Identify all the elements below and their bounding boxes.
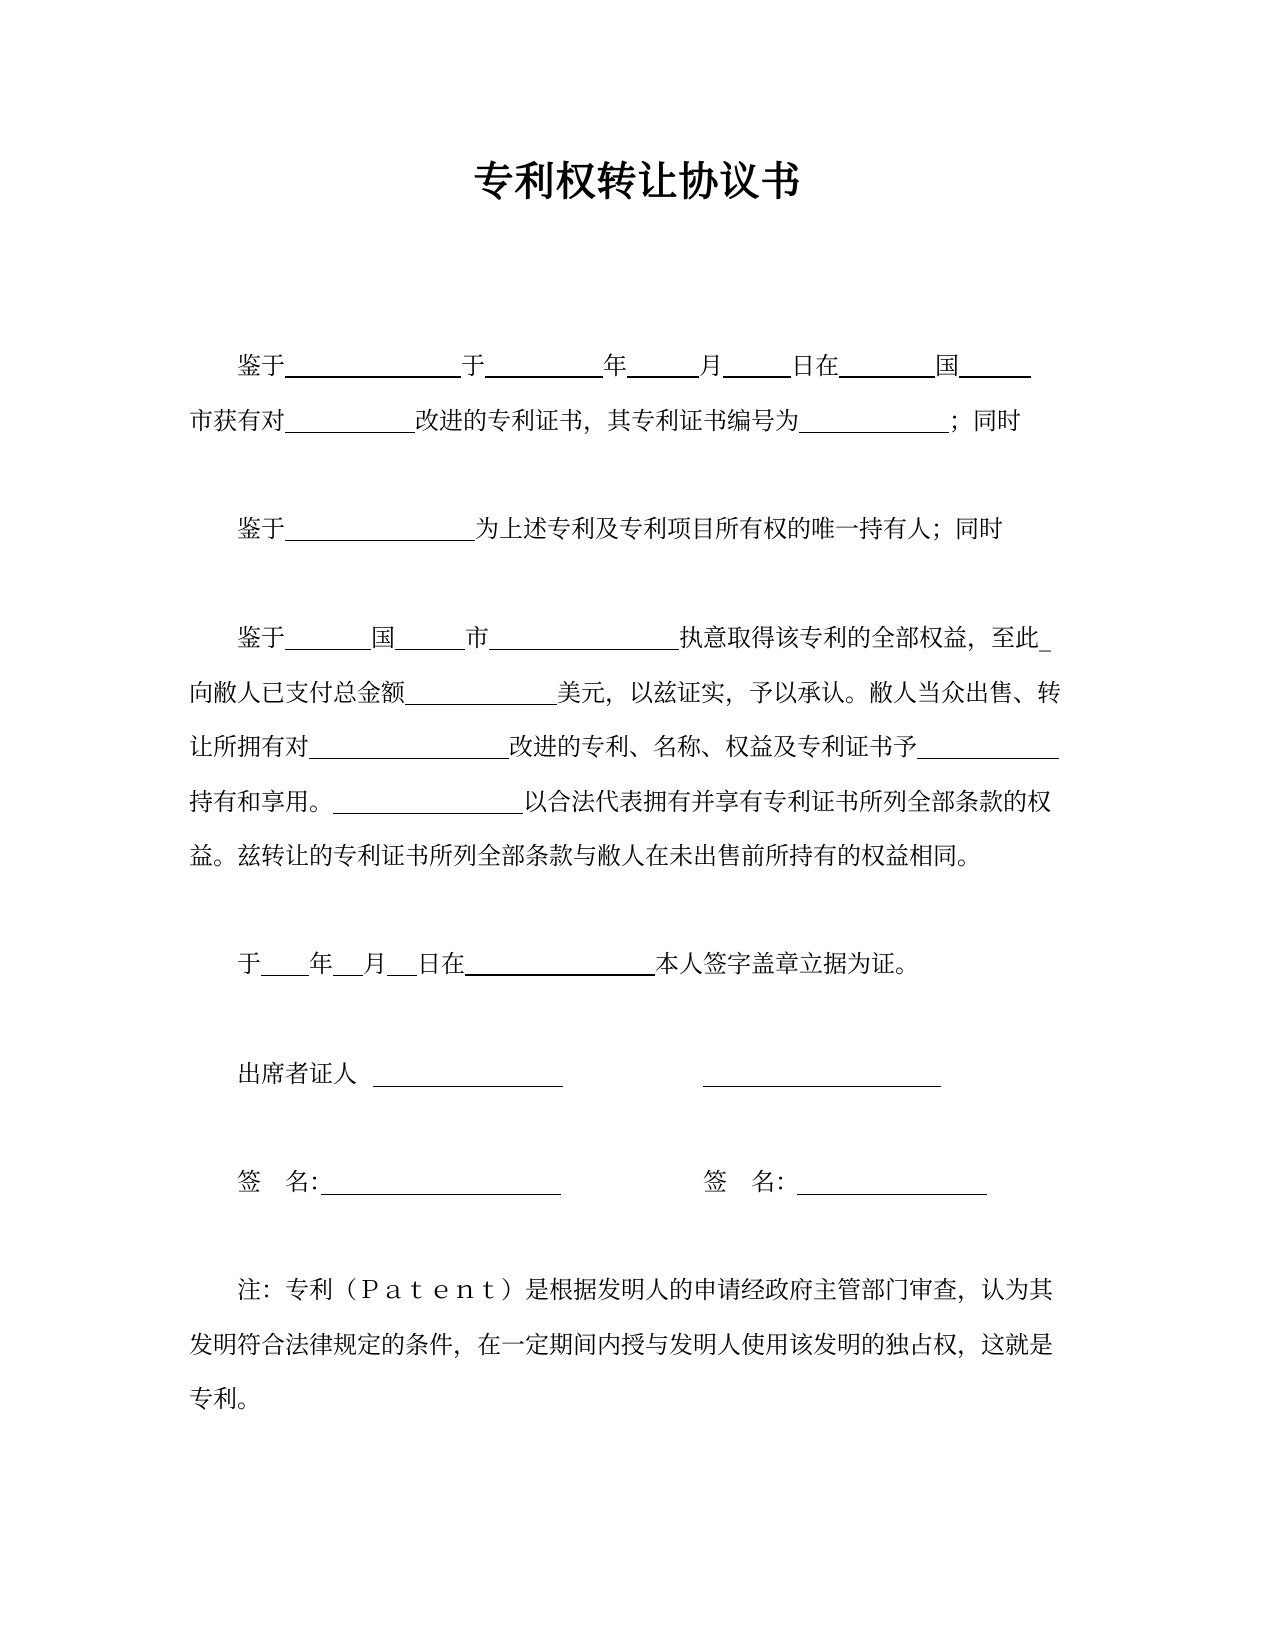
blank-sign-place[interactable] [465,950,655,976]
blank-sign-day[interactable] [387,951,417,976]
blank-assignee-2[interactable] [333,789,523,814]
text: 鉴于 [237,352,285,380]
blank-buyer-city[interactable] [395,625,465,650]
text: 美元，以兹证实，予以承认。敝人当众出售、转 [557,679,1061,707]
text: 国 [371,624,395,652]
text: ；同时 [949,407,1021,435]
blank-holder[interactable] [285,352,461,378]
text: 日在 [791,352,839,380]
text: 市 [465,624,489,652]
text: 市获有对 [189,407,285,435]
witness-blank-right[interactable] [703,1062,941,1087]
text: 执意取得该专利的全部权益，至此_ [679,624,1051,652]
text: 让所拥有对 [189,733,309,761]
blank-buyer-country[interactable] [285,625,371,650]
text: 年 [603,352,627,380]
text: 改进的专利证书，其专利证书编号为 [415,407,799,435]
blank-city[interactable] [959,352,1031,378]
signature-blank-left[interactable] [321,1170,561,1195]
text: 持有和享用。 [189,788,333,816]
witness-blank-left[interactable] [373,1062,563,1087]
note-line2: 发明符合法律规定的条件，在一定期间内授与发明人使用该发明的独占权，这就是 [189,1331,1053,1359]
blank-amount[interactable] [405,680,557,705]
text: 月 [363,950,387,978]
text: 本人签字盖章立据为证。 [655,950,919,978]
signature-line [237,1166,1137,1198]
document-title: 专利权转让协议书 [473,159,802,205]
text: 改进的专利、名称、权益及专利证书予 [509,733,917,761]
text: 鉴于 [237,624,285,652]
blank-month[interactable] [627,352,699,378]
blank-improvement-2[interactable] [309,734,509,759]
witness-label: 出席者证人 [237,1060,357,1088]
sign-label-left: 签 名： [237,1168,333,1196]
blank-year[interactable] [485,352,603,378]
text: 鉴于 [237,515,285,543]
blank-sign-month[interactable] [333,951,363,976]
text: 于 [237,950,261,978]
sign-label-right: 签 名： [703,1168,799,1196]
text: 年 [309,950,333,978]
blank-assignee[interactable] [917,734,1059,759]
text: 月 [699,352,723,380]
note-line3: 专利。 [189,1385,261,1413]
text: 向敝人已支付总金额 [189,679,405,707]
blank-sign-year[interactable] [261,951,309,976]
para4-line1 [237,948,1137,980]
blank-country[interactable] [839,352,935,378]
para3-line1 [237,622,1137,654]
witness-line [237,1058,1137,1090]
text: 以合法代表拥有并享有专利证书所列全部条款的权 [523,788,1051,816]
para1-line2 [189,405,1089,437]
para3-line2 [189,677,1089,709]
blank-buyer[interactable] [489,625,679,650]
text: 为上述专利及专利项目所有权的唯一持有人；同时 [475,515,1003,543]
note-line1: 注：专利（Ｐａｔｅｎｔ）是根据发明人的申请经政府主管部门审查，认为其 [237,1276,1053,1304]
para3-line5: 益。兹转让的专利证书所列全部条款与敝人在未出售前所持有的权益相同。 [189,842,981,870]
text: 国 [935,352,959,380]
blank-day[interactable] [723,352,791,378]
blank-improvement[interactable] [285,408,415,433]
text: 日在 [417,950,465,978]
para2-line1 [237,513,1137,545]
para3-line3 [189,731,1089,763]
para3-line4 [189,786,1089,818]
blank-owner[interactable] [285,516,475,541]
blank-certificate-number[interactable] [799,408,949,433]
para1-line1 [237,350,1137,382]
text: 于 [461,352,485,380]
signature-blank-right[interactable] [797,1170,987,1195]
